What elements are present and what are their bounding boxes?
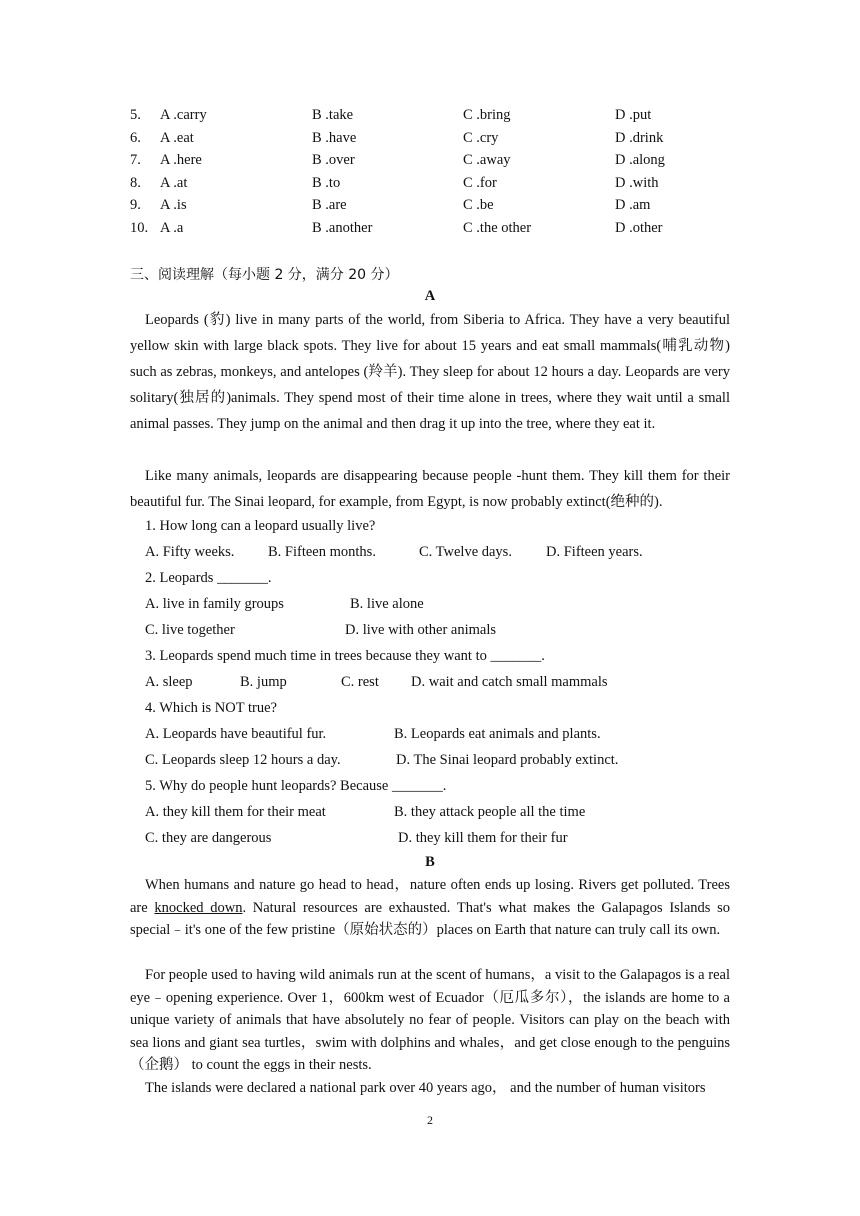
q4-option-c: C. Leopards sleep 12 hours a day. <box>145 752 341 768</box>
question-number: 8. <box>130 175 141 191</box>
q1-option-c: C. Twelve days. <box>419 544 512 560</box>
question-4: 4. Which is NOT true? <box>145 700 277 716</box>
q4-option-b: B. Leopards eat animals and plants. <box>394 726 601 742</box>
underlined-phrase: knocked down <box>154 899 243 916</box>
q3-option-b: B. jump <box>240 674 287 690</box>
option-c: C .away <box>463 152 511 168</box>
cloze-row <box>0 197 860 219</box>
q3-option-d: D. wait and catch small mammals <box>411 674 608 690</box>
question-number: 7. <box>130 152 141 168</box>
option-b: B .over <box>312 152 355 168</box>
option-a: A .carry <box>160 107 207 123</box>
option-b: B .another <box>312 220 373 236</box>
question-number: 6. <box>130 130 141 146</box>
q2-option-b: B. live alone <box>350 596 424 612</box>
question-1: 1. How long can a leopard usually live? <box>145 518 376 534</box>
cloze-row <box>0 220 860 242</box>
passage-a-paragraph-2: Like many animals, leopards are disappearing because people -hunt them. They kill them for their beautiful fur. The Sinai leopard, for example, from Egypt, is now probably extinct(绝种的). <box>130 468 730 510</box>
option-b: B .have <box>312 130 357 146</box>
q1-option-b: B. Fifteen months. <box>268 544 376 560</box>
option-d: D .am <box>615 197 651 213</box>
q2-option-a: A. live in family groups <box>145 596 284 612</box>
option-b: B .take <box>312 107 354 123</box>
passage-b-text: When humans and nature go head to head，nature often ends up losing. Rivers get polluted. Trees are <box>130 877 730 916</box>
passage-heading-b: B <box>425 854 435 870</box>
option-d: D .put <box>615 107 652 123</box>
question-2: 2. Leopards _______. <box>145 570 272 586</box>
option-a: A .at <box>160 175 188 191</box>
option-d: D .drink <box>615 130 664 146</box>
option-c: C .cry <box>463 130 499 146</box>
passage-b-paragraph-2: For people used to having wild animals run at the scent of humans，a visit to the Galapagos is a real eye﹣opening experience. Over 1，600km west of Ecuador（厄瓜多尔），the islands are home to a unique variety of animals that have absolutely no fear of people. Visitors can play on the beach with sea lions and giant sea turtles，swim with dolphins and whales，and get close enough to the penguins（企鹅） to count the eggs in their nests. <box>130 967 730 1074</box>
cloze-row <box>0 152 860 174</box>
page-number: 2 <box>427 1113 433 1127</box>
q3-option-a: A. sleep <box>145 674 193 690</box>
option-b: B .to <box>312 175 341 191</box>
option-a: A .is <box>160 197 187 213</box>
option-d: D .along <box>615 152 665 168</box>
option-c: C .for <box>463 175 497 191</box>
passage-heading-a: A <box>424 288 436 304</box>
q5-option-a: A. they kill them for their meat <box>145 804 326 820</box>
option-d: D .with <box>615 175 659 191</box>
passage-b-text: . Natural resources are exhausted. That's what makes the Galapagos Islands so special﹣it's one of the few pristine（原始状态的）places on Earth that nature can truly call its own. <box>130 899 730 939</box>
q1-option-d: D. Fifteen years. <box>546 544 643 560</box>
option-c: C .bring <box>463 107 511 123</box>
option-d: D .other <box>615 220 663 236</box>
question-number: 10. <box>130 220 149 236</box>
q2-option-d: D. live with other animals <box>345 622 497 638</box>
passage-a-paragraph-1: Leopards (豹) live in many parts of the world, from Siberia to Africa. They have a very beautiful yellow skin with large black spots. They live for about 15 years and eat small mammals(哺乳动物) such as zebras, monkeys, and antelopes (羚羊). They sleep for about 12 hours a day. Leopards are very solitary(独居的)animals. They spend most of their time alone in trees, where they wait until a small animal passes. They jump on the animal and then drag it up into the tree, where they eat it. <box>130 312 730 432</box>
question-5: 5. Why do people hunt leopards? Because _______. <box>145 778 447 794</box>
q3-option-c: C. rest <box>341 674 379 690</box>
option-c: C .be <box>463 197 494 213</box>
question-3: 3. Leopards spend much time in trees because they want to _______. <box>145 648 545 664</box>
option-c: C .the other <box>463 220 532 236</box>
q5-option-d: D. they kill them for their fur <box>398 830 568 846</box>
q1-option-a: A. Fifty weeks. <box>145 544 235 560</box>
option-a: A .eat <box>160 130 194 146</box>
passage-b-paragraph-1 <box>130 874 730 942</box>
section-title: 三、阅读理解（每小题 2 分，满分 20 分） <box>130 267 399 283</box>
q5-option-b: B. they attack people all the time <box>394 804 586 820</box>
cloze-row <box>0 130 860 152</box>
option-a: A .here <box>160 152 202 168</box>
cloze-row <box>0 107 860 129</box>
q5-option-c: C. they are dangerous <box>145 830 272 846</box>
option-a: A .a <box>160 220 184 236</box>
question-number: 5. <box>130 107 141 123</box>
q2-option-c: C. live together <box>145 622 235 638</box>
option-b: B .are <box>312 197 347 213</box>
q4-option-a: A. Leopards have beautiful fur. <box>145 726 327 742</box>
passage-b-paragraph-3: The islands were declared a national park over 40 years ago， and the number of human visitors <box>145 1080 706 1096</box>
cloze-row <box>0 175 860 197</box>
q4-option-d: D. The Sinai leopard probably extinct. <box>396 752 619 768</box>
question-number: 9. <box>130 197 141 213</box>
